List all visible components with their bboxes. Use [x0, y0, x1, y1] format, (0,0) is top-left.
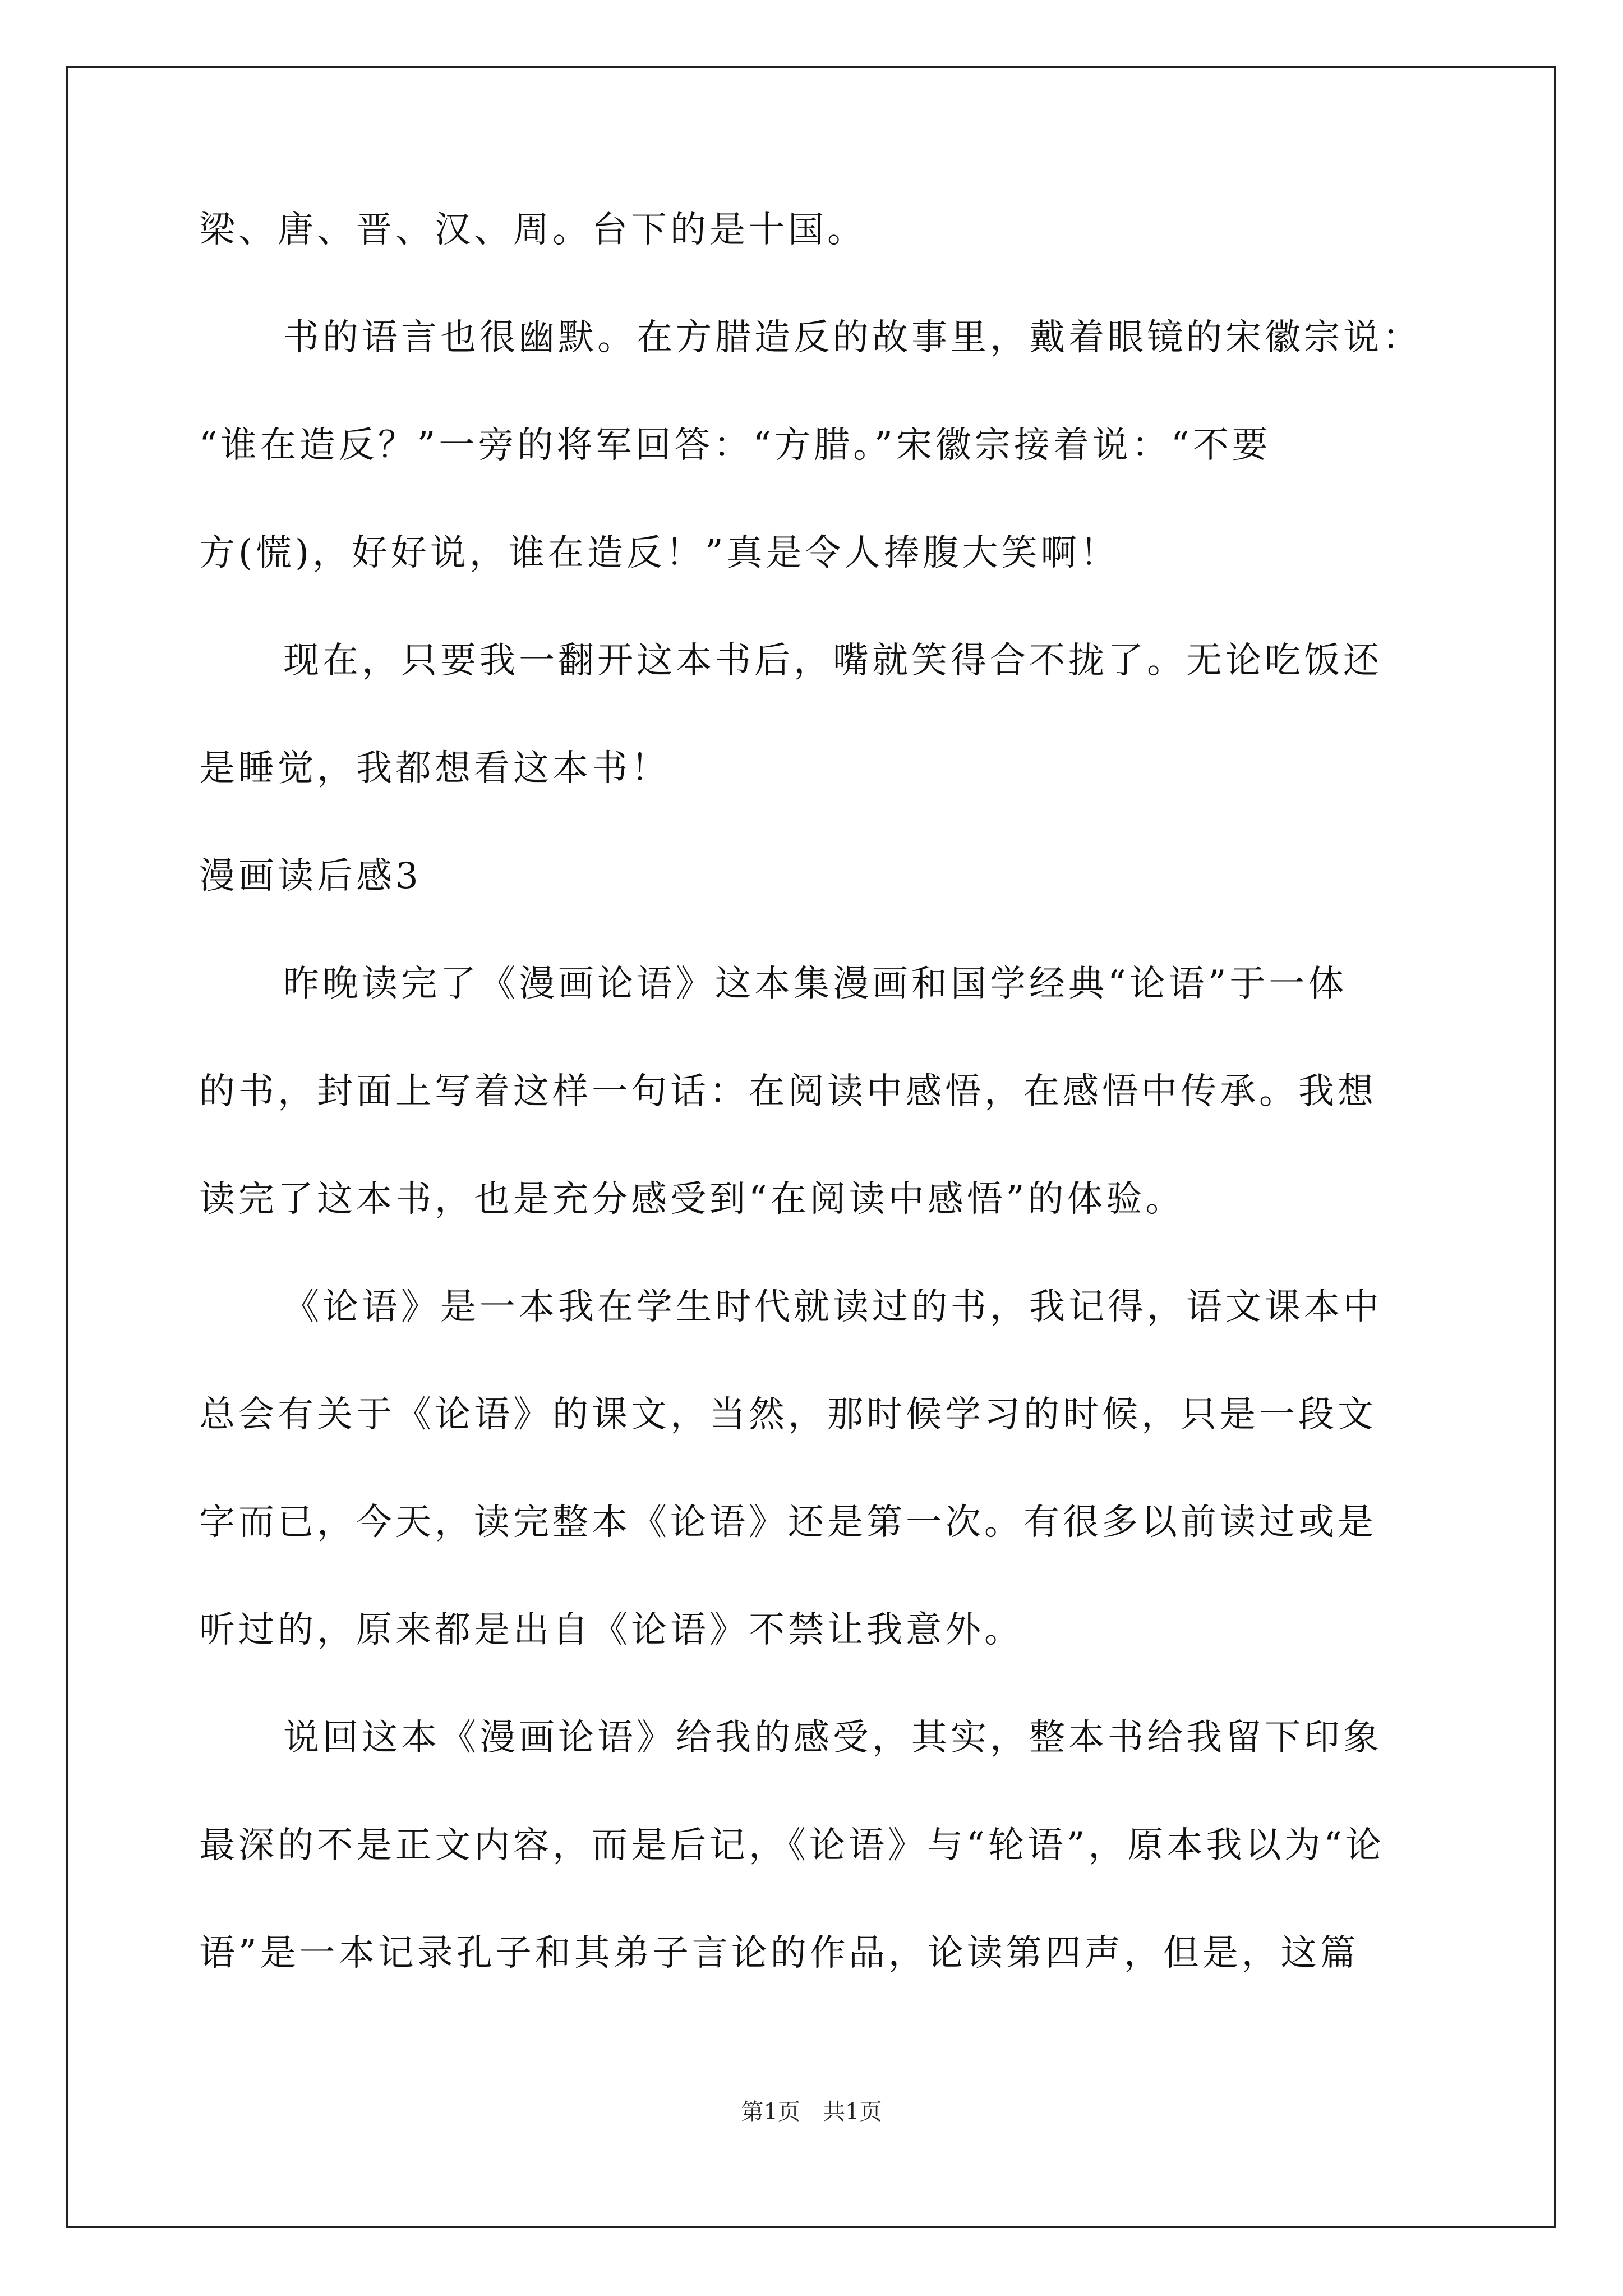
text-line: 听过的，原来都是出自《论语》不禁让我意外。	[199, 1609, 1023, 1651]
paragraph-start: 现在，只要我一翻开这本书后，嘴就笑得合不拢了。无论吃饭还	[283, 640, 1382, 682]
text-line: 梁、唐、晋、汉、周。台下的是十国。	[199, 209, 866, 251]
text-line: 读完了这本书，也是充分感受到“在阅读中感悟”的体验。	[199, 1179, 1185, 1220]
section-heading: 漫画读后感3	[199, 855, 422, 897]
paragraph-start: 昨晚读完了《漫画论语》这本集漫画和国学经典“论语”于一体	[283, 963, 1348, 1005]
text-line: 的书，封面上写着这样一句话：在阅读中感悟，在感悟中传承。我想	[199, 1071, 1377, 1112]
text-line: 最深的不是正文内容，而是后记，《论语》与“轮语”，原本我以为“论	[199, 1825, 1385, 1866]
paragraph-start: 书的语言也很幽默。在方腊造反的故事里，戴着眼镜的宋徽宗说：	[283, 317, 1422, 358]
text-line: 语”是一本记录孔子和其弟子言论的作品，论读第四声，但是，这篇	[199, 1932, 1359, 1974]
text-line: “谁在造反？”一旁的将军回答：“方腊。”宋徽宗接着说：“不要	[199, 425, 1271, 466]
paragraph-start: 《论语》是一本我在学生时代就读过的书，我记得，语文课本中	[283, 1286, 1382, 1328]
paragraph-start: 说回这本《漫画论语》给我的感受，其实，整本书给我留下印象	[283, 1717, 1382, 1759]
text-line: 是睡觉，我都想看这本书！	[199, 748, 670, 789]
text-line: 方(慌)，好好说，谁在造反！”真是令人捧腹大笑啊！	[199, 532, 1119, 574]
page-footer: 第1页 共1页	[741, 2099, 882, 2125]
text-line: 字而已，今天，读完整本《论语》还是第一次。有很多以前读过或是	[199, 1502, 1377, 1543]
text-line: 总会有关于《论语》的课文，当然，那时候学习的时候，只是一段文	[199, 1394, 1377, 1435]
page-border	[66, 66, 1556, 2228]
